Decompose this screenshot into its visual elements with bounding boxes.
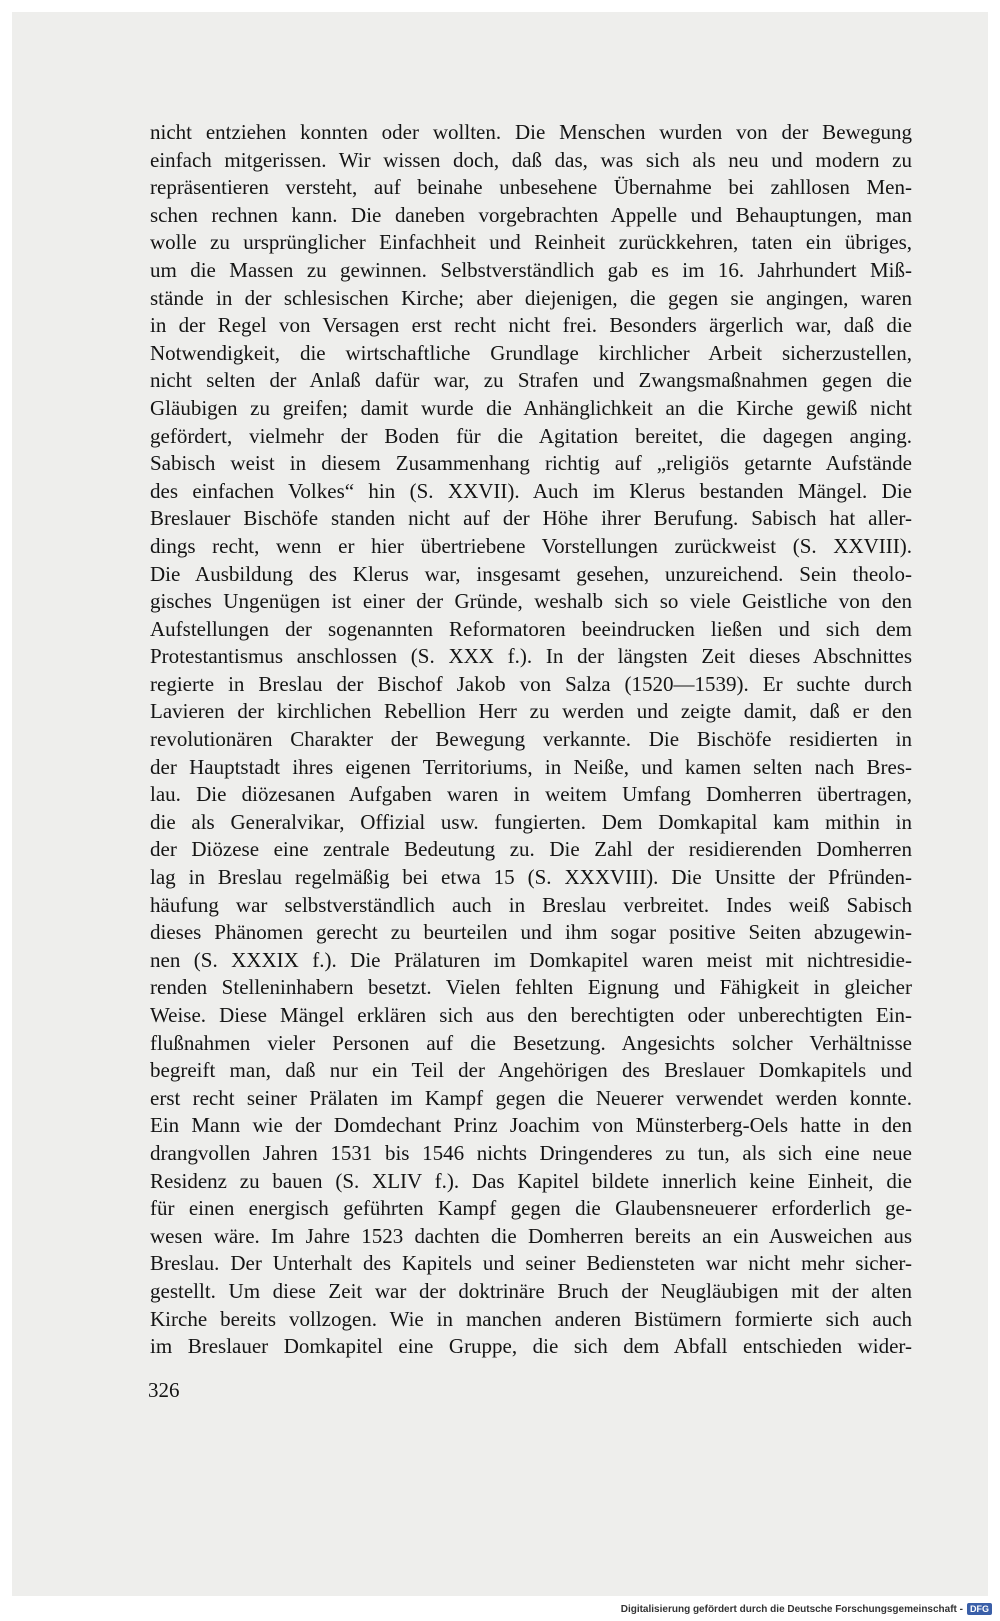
text-line: Breslauer Bischöfe standen nicht auf der Höhe ihrer Berufung. Sabisch hat aller- — [150, 506, 912, 531]
text-line: nicht selten der Anlaß dafür war, zu Strafen und Zwangsmaßnahmen gegen die — [150, 368, 912, 393]
text-line: stände in der schlesischen Kirche; aber diejenigen, die gegen sie angingen, waren — [150, 285, 912, 310]
dfg-logo: DFG — [967, 1603, 992, 1615]
text-line: Die Ausbildung des Klerus war, insgesamt gesehen, unzureichend. Sein theolo- — [150, 561, 912, 586]
text-line: einfach mitgerissen. Wir wissen doch, daß das, was sich als neu und modern zu — [150, 147, 912, 172]
text-line: die als Generalvikar, Offizial usw. fungierten. Dem Domkapital kam mithin in — [150, 809, 912, 834]
text-line: der Diözese eine zentrale Bedeutung zu. Die Zahl der residierenden Domherren — [150, 837, 912, 862]
text-line: Sabisch weist in diesem Zusammenhang richtig auf „religiös getarnte Aufstände — [150, 451, 912, 476]
text-line: dings recht, wenn er hier übertriebene Vorstellungen zurückweist (S. XXVIII). — [150, 533, 912, 558]
text-line: nen (S. XXXIX f.). Die Prälaturen im Domkapitel waren meist mit nichtresidie- — [150, 947, 912, 972]
text-line: in der Regel von Versagen erst recht nicht frei. Besonders ärgerlich war, daß die — [150, 313, 912, 338]
text-line: regierte in Breslau der Bischof Jakob von Salza (1520—1539). Er suchte durch — [150, 671, 912, 696]
text-line: wolle zu ursprünglicher Einfachheit und Reinheit zurückkehren, taten ein übriges, — [150, 230, 912, 255]
text-line: lau. Die diözesanen Aufgaben waren in weitem Umfang Domherren übertragen, — [150, 782, 912, 807]
text-line: Kirche bereits vollzogen. Wie in manchen anderen Bistümern formierte sich auch — [150, 1306, 912, 1331]
text-line: des einfachen Volkes“ hin (S. XXVII). Auch im Klerus bestanden Mängel. Die — [150, 478, 912, 503]
text-line: flußnahmen vieler Personen auf die Besetzung. Angesichts solcher Verhältnisse — [150, 1030, 912, 1055]
text-line: Aufstellungen der sogenannten Reformatoren beeindrucken ließen und sich dem — [150, 616, 912, 641]
text-line: Ein Mann wie der Domdechant Prinz Joachim von Münsterberg-Oels hatte in den — [150, 1113, 912, 1138]
funding-note: Digitalisierung gefördert durch die Deutsche Forschungsgemeinschaft - — [620, 1603, 963, 1615]
text-line: drangvollen Jahren 1531 bis 1546 nichts Dringenderes zu tun, als sich eine neue — [150, 1140, 912, 1165]
text-line: dieses Phänomen gerecht zu beurteilen und ihm sogar positive Seiten abzugewin- — [150, 920, 912, 945]
text-line: gestellt. Um diese Zeit war der doktrinäre Bruch der Neugläubigen mit der alten — [150, 1278, 912, 1303]
text-line: gefördert, vielmehr der Boden für die Agitation bereitet, die dagegen anging. — [150, 423, 912, 448]
text-line: Lavieren der kirchlichen Rebellion Herr zu werden und zeigte damit, daß er den — [150, 699, 912, 724]
text-line: Breslau. Der Unterhalt des Kapitels und seiner Bediensteten war nicht mehr sicher- — [150, 1251, 912, 1276]
text-line: häufung war selbstverständlich auch in Breslau verbreitet. Indes weiß Sabisch — [150, 892, 912, 917]
text-line: nicht entziehen konnten oder wollten. Die Menschen wurden von der Bewegung — [150, 120, 912, 144]
text-line: revolutionären Charakter der Bewegung verkannte. Die Bischöfe residierten in — [150, 727, 912, 752]
text-line: im Breslauer Domkapitel eine Gruppe, die sich dem Abfall entschieden wider- — [150, 1334, 912, 1359]
digitization-footer — [621, 1603, 992, 1615]
text-line: Residenz zu bauen (S. XLIV f.). Das Kapitel bildete innerlich keine Einheit, die — [150, 1168, 912, 1193]
text-line: lag in Breslau regelmäßig bei etwa 15 (S. XXXVIII). Die Unsitte der Pfründen- — [150, 865, 912, 890]
text-line: begreift man, daß nur ein Teil der Angehörigen des Breslauer Domkapitels und — [150, 1058, 912, 1083]
text-line: schen rechnen kann. Die daneben vorgebrachten Appelle und Behauptungen, man — [150, 202, 912, 227]
text-line: Notwendigkeit, die wirtschaftliche Grundlage kirchlicher Arbeit sicherzustellen, — [150, 340, 912, 365]
text-line: für einen energisch geführten Kampf gegen die Glaubensneuerer erforderlich ge- — [150, 1196, 912, 1221]
body-text — [150, 119, 912, 1361]
text-line: Weise. Diese Mängel erklären sich aus den berechtigten oder unberechtigten Ein- — [150, 1003, 912, 1027]
text-line: der Hauptstadt ihres eigenen Territoriums, in Neiße, und kamen selten nach Bres- — [150, 754, 912, 779]
text-line: erst recht seiner Prälaten im Kampf gegen die Neuerer verwendet werden konnte. — [150, 1085, 912, 1110]
text-line: wesen wäre. Im Jahre 1523 dachten die Domherren bereits an ein Ausweichen aus — [150, 1223, 912, 1248]
text-line: um die Massen zu gewinnen. Selbstverständlich gab es im 16. Jahrhundert Miß- — [150, 257, 912, 282]
text-line: gisches Ungenügen ist einer der Gründe, weshalb sich so viele Geistliche von den — [150, 589, 912, 614]
text-line: repräsentieren versteht, auf beinahe unbesehene Übernahme bei zahllosen Men- — [150, 175, 912, 200]
text-line: Gläubigen zu greifen; damit wurde die Anhänglichkeit an die Kirche gewiß nicht — [150, 395, 912, 420]
text-line: renden Stelleninhabern besetzt. Vielen fehlten Eignung und Fähigkeit in gleicher — [150, 975, 912, 1000]
text-line: Protestantismus anschlossen (S. XXX f.). In der längsten Zeit dieses Abschnittes — [150, 644, 912, 669]
page-number: 326 — [148, 1378, 180, 1402]
